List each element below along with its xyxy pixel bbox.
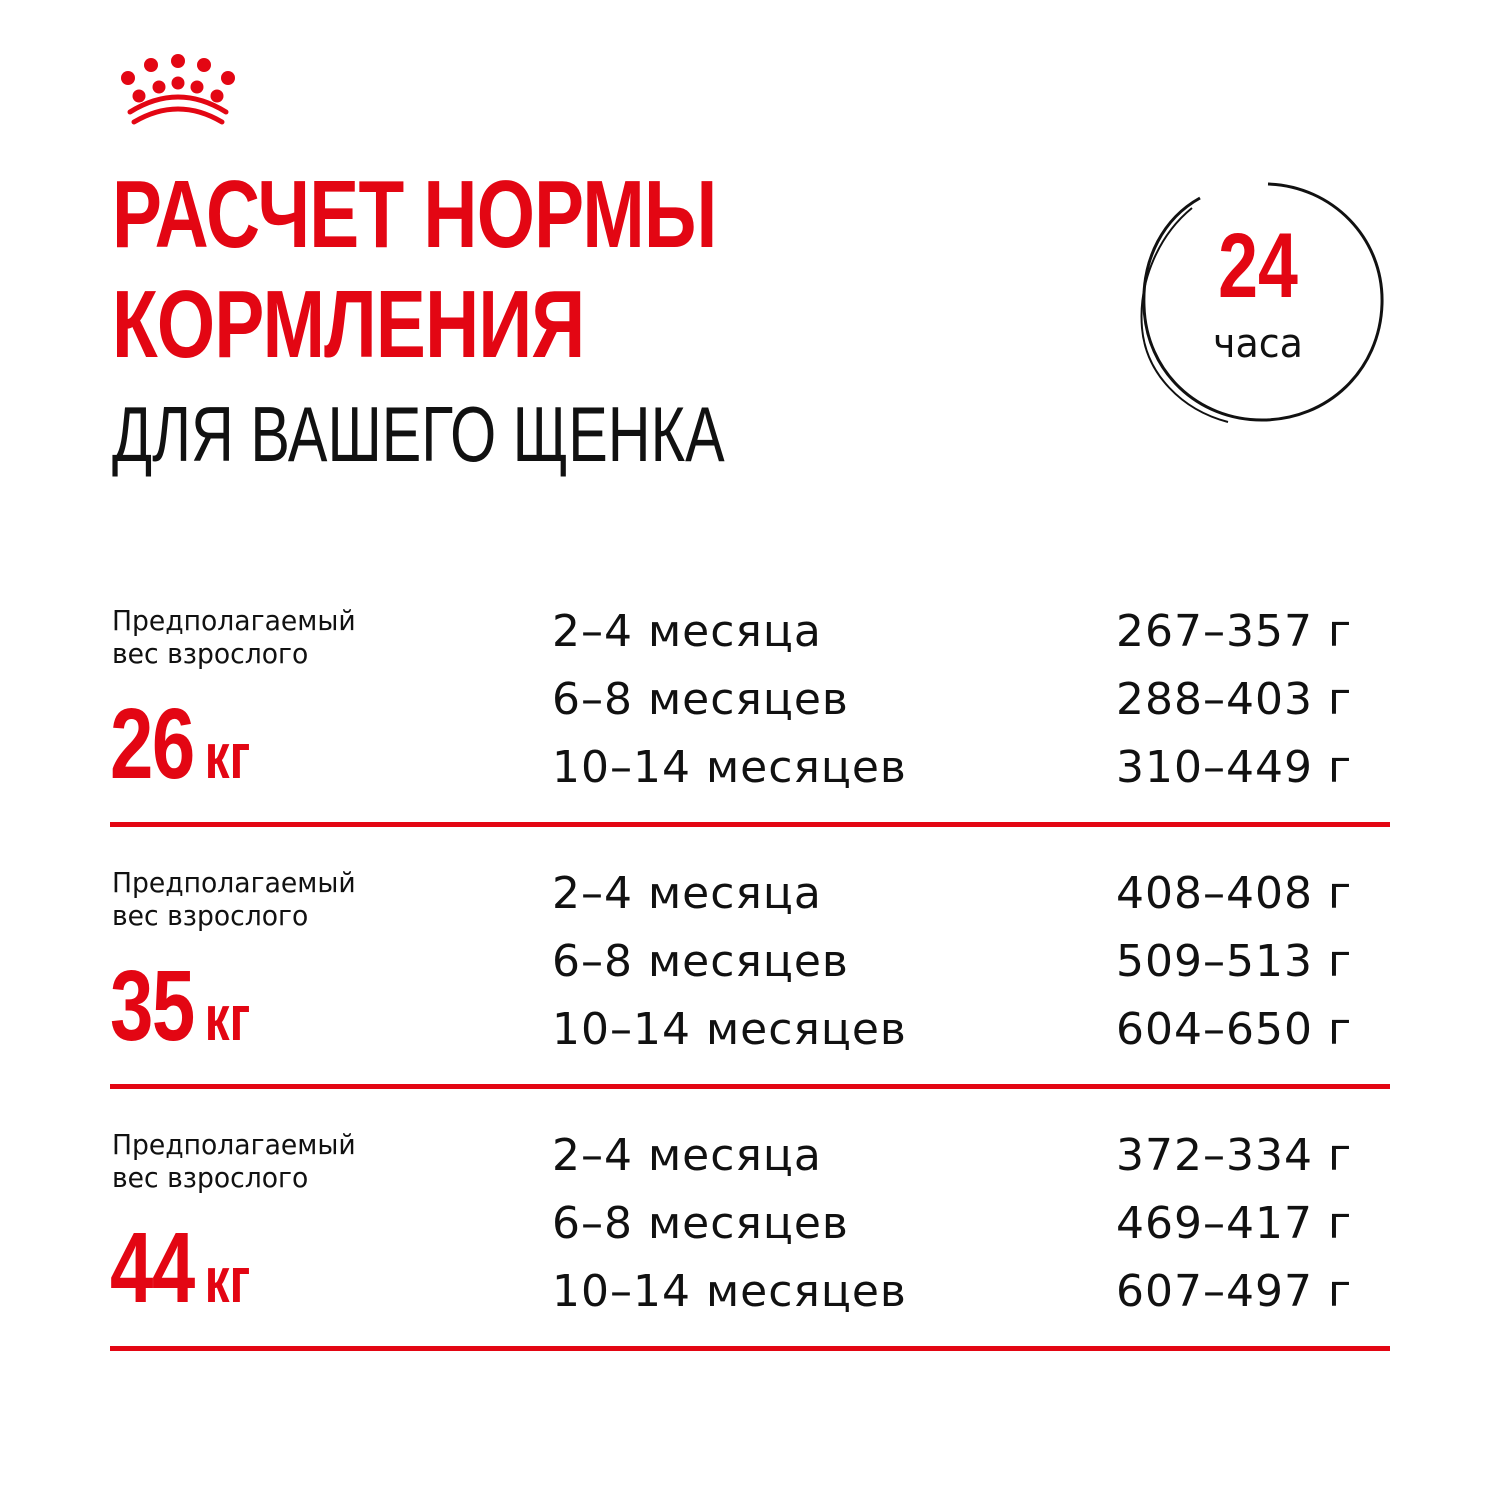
adult-weight (110, 1212, 251, 1348)
feeding-section-44kg (110, 1128, 1390, 1358)
crown-logo-icon (112, 52, 252, 130)
age-range: 6–8 месяцев (552, 936, 849, 987)
weight-label (112, 866, 356, 932)
feeding-row (552, 1196, 1390, 1264)
daily-amount: 408–408 г (1116, 868, 1353, 919)
page-subtitle: ДЛЯ ВАШЕГО ЩЕНКА (112, 390, 725, 478)
age-range: 2–4 месяца (552, 1130, 822, 1181)
page-title (112, 160, 716, 380)
age-range: 2–4 месяца (552, 868, 822, 919)
title-line-2: КОРМЛЕНИЯ (112, 271, 585, 378)
section-divider (110, 1346, 1390, 1351)
daily-amount: 310–449 г (1116, 742, 1353, 793)
adult-weight (110, 688, 251, 824)
section-divider (110, 1084, 1390, 1089)
adult-weight-unit: кг (204, 1244, 251, 1316)
duration-badge (1128, 178, 1388, 426)
daily-amount: 267–357 г (1116, 606, 1353, 657)
feeding-row (552, 1002, 1390, 1070)
section-divider (110, 822, 1390, 827)
badge-number: 24 (1218, 215, 1298, 317)
daily-amount: 469–417 г (1116, 1198, 1353, 1249)
daily-amount: 288–403 г (1116, 674, 1353, 725)
feeding-section-26kg (110, 604, 1390, 834)
adult-weight (110, 950, 251, 1086)
title-line-1: РАСЧЕТ НОРМЫ (112, 161, 717, 268)
adult-weight-value: 26 (110, 688, 194, 800)
adult-weight-value: 44 (110, 1212, 194, 1324)
age-range: 10–14 месяцев (552, 1004, 907, 1055)
weight-label-line-2: вес взрослого (112, 899, 309, 932)
feeding-row (552, 740, 1390, 808)
age-range: 6–8 месяцев (552, 674, 849, 725)
feeding-row (552, 1128, 1390, 1196)
feeding-row (552, 604, 1390, 672)
weight-label-line-1: Предполагаемый (112, 866, 356, 899)
adult-weight-unit: кг (204, 982, 251, 1054)
daily-amount: 604–650 г (1116, 1004, 1353, 1055)
weight-label-line-1: Предполагаемый (112, 604, 356, 637)
adult-weight-value: 35 (110, 950, 194, 1062)
age-range: 6–8 месяцев (552, 1198, 849, 1249)
feeding-row (552, 866, 1390, 934)
feeding-section-35kg (110, 866, 1390, 1096)
daily-amount: 509–513 г (1116, 936, 1353, 987)
badge-unit: часа (1213, 321, 1303, 367)
feeding-row (552, 1264, 1390, 1332)
daily-amount: 372–334 г (1116, 1130, 1353, 1181)
weight-label (112, 604, 356, 670)
feeding-rows (552, 604, 1390, 808)
weight-label-line-1: Предполагаемый (112, 1128, 356, 1161)
adult-weight-unit: кг (204, 720, 251, 792)
age-range: 10–14 месяцев (552, 1266, 907, 1317)
feeding-rows (552, 866, 1390, 1070)
weight-label-line-2: вес взрослого (112, 637, 309, 670)
age-range: 10–14 месяцев (552, 742, 907, 793)
feeding-rows (552, 1128, 1390, 1332)
weight-label (112, 1128, 356, 1194)
weight-label-line-2: вес взрослого (112, 1161, 309, 1194)
daily-amount: 607–497 г (1116, 1266, 1353, 1317)
feeding-row (552, 672, 1390, 740)
age-range: 2–4 месяца (552, 606, 822, 657)
feeding-row (552, 934, 1390, 1002)
